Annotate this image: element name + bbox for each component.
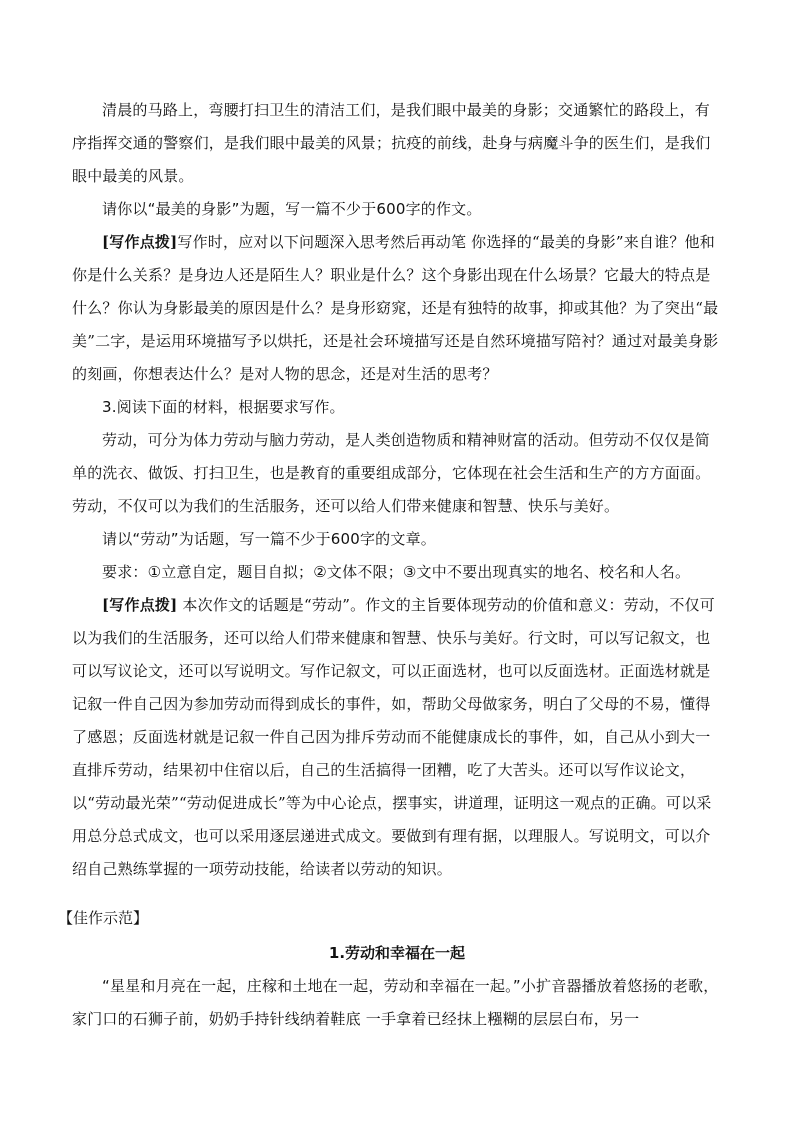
example-essay-text: “星星和月亮在一起，庄稼和土地在一起，劳动和幸福在一起。”小扩音器播放着悠扬的老歌，家门口的石狮子前，奶奶手持针线纳着鞋底 一手拿着已经抹上糨糊的层层白布，另一 bbox=[72, 977, 719, 1028]
writing-tip-text: 写作时，应对以下问题深入思考然后再动笔 你选择的“最美的身影”来自谁？他和你是什么关系？是身边人还是陌生人？职业是什么？这个身影出现在什么场景？它最大的特点是什么？你认为身影最美的原因是什么？是身形窈窕，还是有独特的故事，抑或其他？为了突出“最美”二字，是运用环境描写予以烘托，还是社会环境描写还是自然环境描写陪衬？通过对最美身影的刻画，你想表达什么？是对人物的思念，还是对生活的思考？ bbox=[72, 233, 719, 383]
example-essay-title: 1.劳动和幸福在一起 bbox=[328, 944, 466, 962]
prompt3-requirements: 要求：①立意自定，题目自拟；②文体不限；③文中不要出现真实的地名、校名和人名。 bbox=[102, 563, 691, 581]
prompt2-instruction: 请你以“最美的身影”为题，写一篇不少于600字的作文。 bbox=[102, 200, 482, 218]
document-content bbox=[58, 94, 722, 1036]
prompt2-material: 清晨的马路上，弯腰打扫卫生的清洁工们，是我们眼中最美的身影；交通繁忙的路段上，有序指挥交通的警察们，是我们眼中最美的风景；抗疫的前线，赴身与病魔斗争的医生们，是我们眼中最美的风景。 bbox=[72, 101, 711, 185]
writing-tip-label: [写作点拨] bbox=[102, 233, 178, 251]
prompt2-writing-tip bbox=[72, 226, 722, 391]
writing-tip-text: 本次作文的话题是“劳动”。作文的主旨要体现劳动的价值和意义：劳动，不仅可以为我们的生活服务，还可以给人们带来健康和智慧、快乐与美好。行文时，可以写记叙文，也可以写议论文，还可以写说明文。写作记叙文，可以正面选材，也可以反面选材。正面选材就是记叙一件自己因为参加劳动而得到成长的事件，如，帮助父母做家务，明白了父母的不易，懂得了感恩；反面选材就是记叙一件自己因为排斥劳动而不能健康成长的事件，如，自己从小到大一直排斥劳动，结果初中住宿以后，自己的生活搞得一团糟，吃了大苦头。还可以写作议论文，以“劳动最光荣”“劳动促进成长”等为中心论点，摆事实，讲道理，证明这一观点的正确。可以采用总分总式成文，也可以采用逐层递进式成文。要做到有理有据，以理服人。写说明文，可以介绍自己熟练掌握的一项劳动技能，给读者以劳动的知识。 bbox=[72, 596, 715, 878]
example-section-heading: 【佳作示范】 bbox=[58, 909, 149, 927]
writing-tip-label: [写作点拨] bbox=[102, 596, 178, 614]
prompt3-writing-tip bbox=[72, 589, 722, 886]
prompt3-title: 3.阅读下面的材料，根据要求写作。 bbox=[102, 398, 345, 416]
prompt3-instruction: 请以“劳动”为话题，写一篇不少于600字的文章。 bbox=[102, 530, 436, 548]
prompt3-material: 劳动，可分为体力劳动与脑力劳动，是人类创造物质和精神财富的活动。但劳动不仅仅是简单的洗衣、做饭、打扫卫生，也是教育的重要组成部分，它体现在社会生活和生产的方方面面。劳动，不仅可以为我们的生活服务，还可以给人们带来健康和智慧、快乐与美好。 bbox=[72, 431, 711, 515]
